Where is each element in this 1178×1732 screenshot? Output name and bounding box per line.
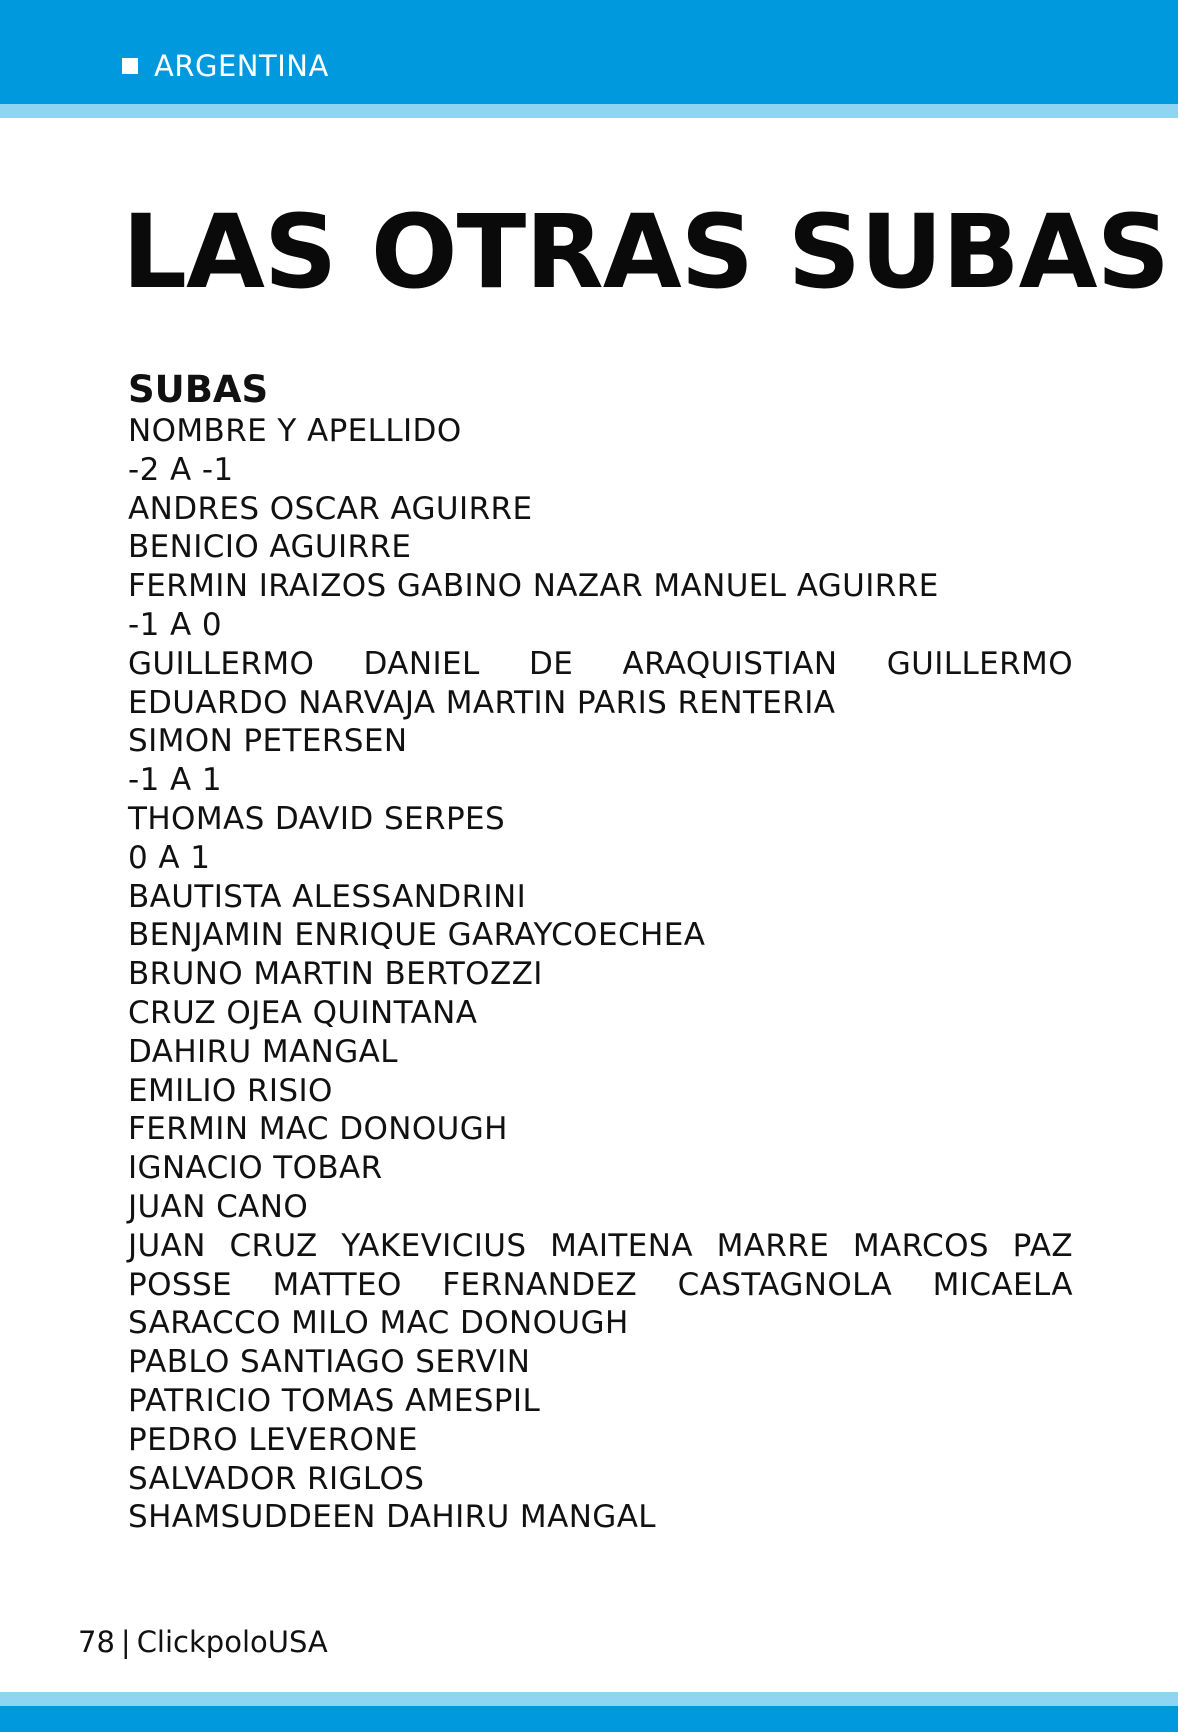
name-line: SIMON PETERSEN: [128, 723, 408, 760]
header-stripe: [0, 104, 1178, 118]
subas-list: [128, 368, 1073, 1537]
name-line: ANDRES OSCAR AGUIRRE: [128, 490, 533, 527]
name-line: SALVADOR RIGLOS: [128, 1460, 425, 1497]
name-line: SHAMSUDDEEN DAHIRU MANGAL: [128, 1499, 656, 1536]
name-line: BENJAMIN ENRIQUE GARAYCOECHEA: [128, 917, 706, 954]
name-line: DAHIRU MANGAL: [128, 1033, 398, 1070]
section-label: ARGENTINA: [154, 49, 329, 83]
group-label: -1 A 0: [128, 606, 222, 643]
name-line: GUILLERMO DANIEL DE ARAQUISTIAN GUILLERMO: [128, 645, 1073, 682]
footer-separator: |: [120, 1625, 131, 1659]
name-line: IGNACIO TOBAR: [128, 1150, 383, 1187]
publication-name: ClickpoloUSA: [136, 1625, 328, 1659]
group-label: -1 A 1: [128, 762, 222, 799]
name-line: EDUARDO NARVAJA MARTIN PARIS RENTERIA: [128, 684, 836, 721]
page-title: LAS OTRAS SUBAS: [122, 193, 1170, 312]
page-number: 78: [78, 1625, 115, 1659]
name-line: THOMAS DAVID SERPES: [128, 800, 506, 837]
name-line: POSSE MATTEO FERNANDEZ CASTAGNOLA MICAELA: [128, 1266, 1073, 1303]
page-footer: [78, 1624, 328, 1660]
name-line: BENICIO AGUIRRE: [128, 529, 412, 566]
name-line: JUAN CRUZ YAKEVICIUS MAITENA MARRE MARCOS PAZ: [128, 1227, 1073, 1264]
name-line: FERMIN MAC DONOUGH: [128, 1111, 508, 1148]
name-line: PABLO SANTIAGO SERVIN: [128, 1344, 531, 1381]
name-line: SARACCO MILO MAC DONOUGH: [128, 1305, 629, 1342]
section-tag: [122, 46, 329, 86]
footer-stripe: [0, 1692, 1178, 1706]
group-label: NOMBRE Y APELLIDO: [128, 413, 462, 449]
list-lines: [128, 412, 1073, 1537]
footer-band: [0, 1706, 1178, 1732]
name-line: BAUTISTA ALESSANDRINI: [128, 878, 527, 915]
name-line: EMILIO RISIO: [128, 1072, 333, 1109]
square-bullet-icon: [122, 58, 138, 74]
group-label: -2 A -1: [128, 451, 234, 488]
name-line: FERMIN IRAIZOS GABINO NAZAR MANUEL AGUIRRE: [128, 568, 939, 605]
name-line: PEDRO LEVERONE: [128, 1421, 418, 1458]
name-line: JUAN CANO: [128, 1188, 309, 1225]
group-label: 0 A 1: [128, 839, 211, 876]
name-line: CRUZ OJEA QUINTANA: [128, 994, 478, 1031]
list-heading: SUBAS: [128, 368, 269, 411]
name-line: PATRICIO TOMAS AMESPIL: [128, 1382, 541, 1419]
name-line: BRUNO MARTIN BERTOZZI: [128, 956, 543, 993]
